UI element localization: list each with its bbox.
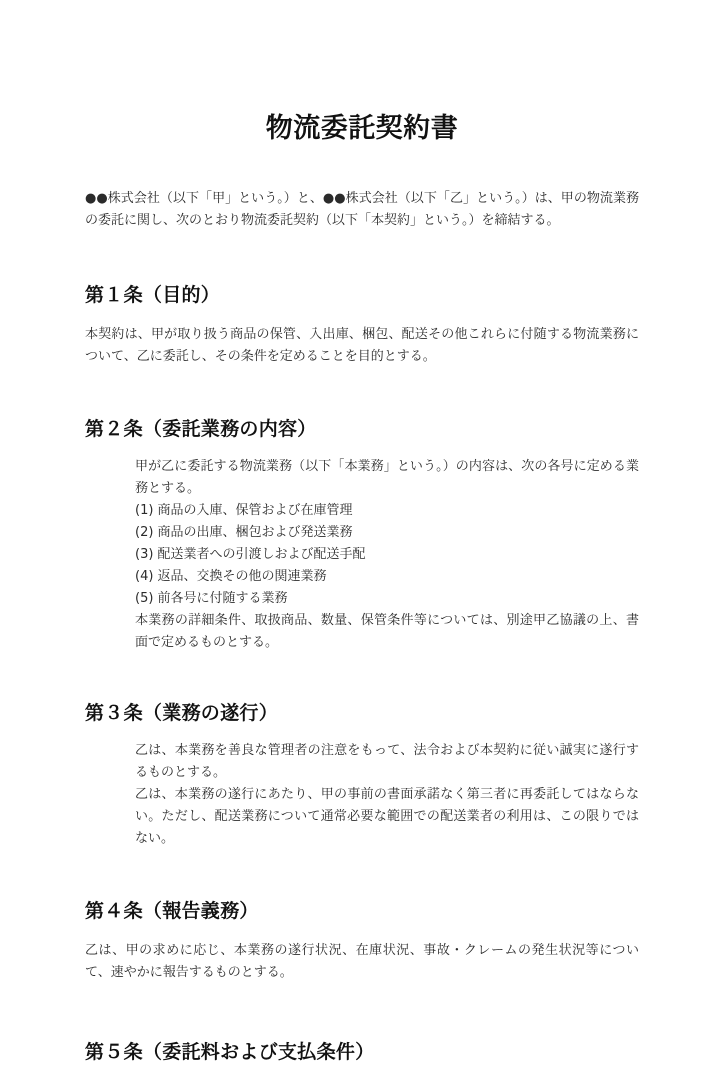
article-3-paragraph-2: 乙は、本業務の遂行にあたり、甲の事前の書面承諾なく第三者に再委託してはならない。ただし、配送業務について通常必要な範囲での配送業者の利用は、この限りではない。 [135, 786, 639, 846]
article-4 [85, 850, 639, 984]
article-2-item-3: (3) 配送業者への引渡しおよび配送手配 [135, 546, 366, 562]
article-2-paragraph: 甲が乙に委託する物流業務（以下「本業務」という。）の内容は、次の各号に定める業務とする。 [135, 458, 639, 496]
article-2 [85, 368, 639, 654]
article-4-heading: 第４条（報告義務） [85, 899, 259, 922]
article-3-paragraph-1: 乙は、本業務を善良な管理者の注意をもって、法令および本契約に従い誠実に遂行するものとする。 [135, 742, 639, 780]
article-3-body [135, 726, 639, 850]
article-2-closing: 本業務の詳細条件、取扱商品、数量、保管条件等については、別途甲乙協議の上、書面で定めるものとする。 [135, 612, 639, 650]
article-3-heading: 第３条（業務の遂行） [85, 701, 279, 724]
article-1-heading: 第１条（目的） [85, 283, 221, 306]
intro-paragraph: ●●株式会社（以下「甲」という。）と、●●株式会社（以下「乙」という。）は、甲の物流業務の委託に関し、次のとおり物流委託契約（以下「本契約」という。）を締結する。 [85, 190, 639, 228]
article-1-paragraph: 本契約は、甲が取り扱う商品の保管、入出庫、梱包、配送その他これらに付随する物流業務について、乙に委託し、その条件を定めることを目的とする。 [85, 326, 639, 364]
article-1-body [85, 308, 639, 368]
document-content [85, 0, 639, 1065]
article-2-item-4: (4) 返品、交換その他の関連業務 [135, 568, 327, 584]
article-5 [85, 984, 639, 1065]
article-3 [85, 654, 639, 850]
article-2-item-5: (5) 前各号に付随する業務 [135, 590, 288, 606]
article-1 [85, 232, 639, 368]
article-5-heading: 第５条（委託料および支払条件） [85, 1040, 375, 1063]
article-2-item-1: (1) 商品の入庫、保管および在庫管理 [135, 502, 353, 518]
article-4-body [85, 924, 639, 984]
article-2-body [135, 442, 639, 654]
page-title: 物流委託契約書 [265, 113, 459, 144]
article-2-heading: 第２条（委託業務の内容） [85, 417, 317, 440]
article-2-item-2: (2) 商品の出庫、梱包および発送業務 [135, 524, 353, 540]
article-4-paragraph: 乙は、甲の求めに応じ、本業務の遂行状況、在庫状況、事故・クレームの発生状況等について、速やかに報告するものとする。 [85, 942, 639, 980]
